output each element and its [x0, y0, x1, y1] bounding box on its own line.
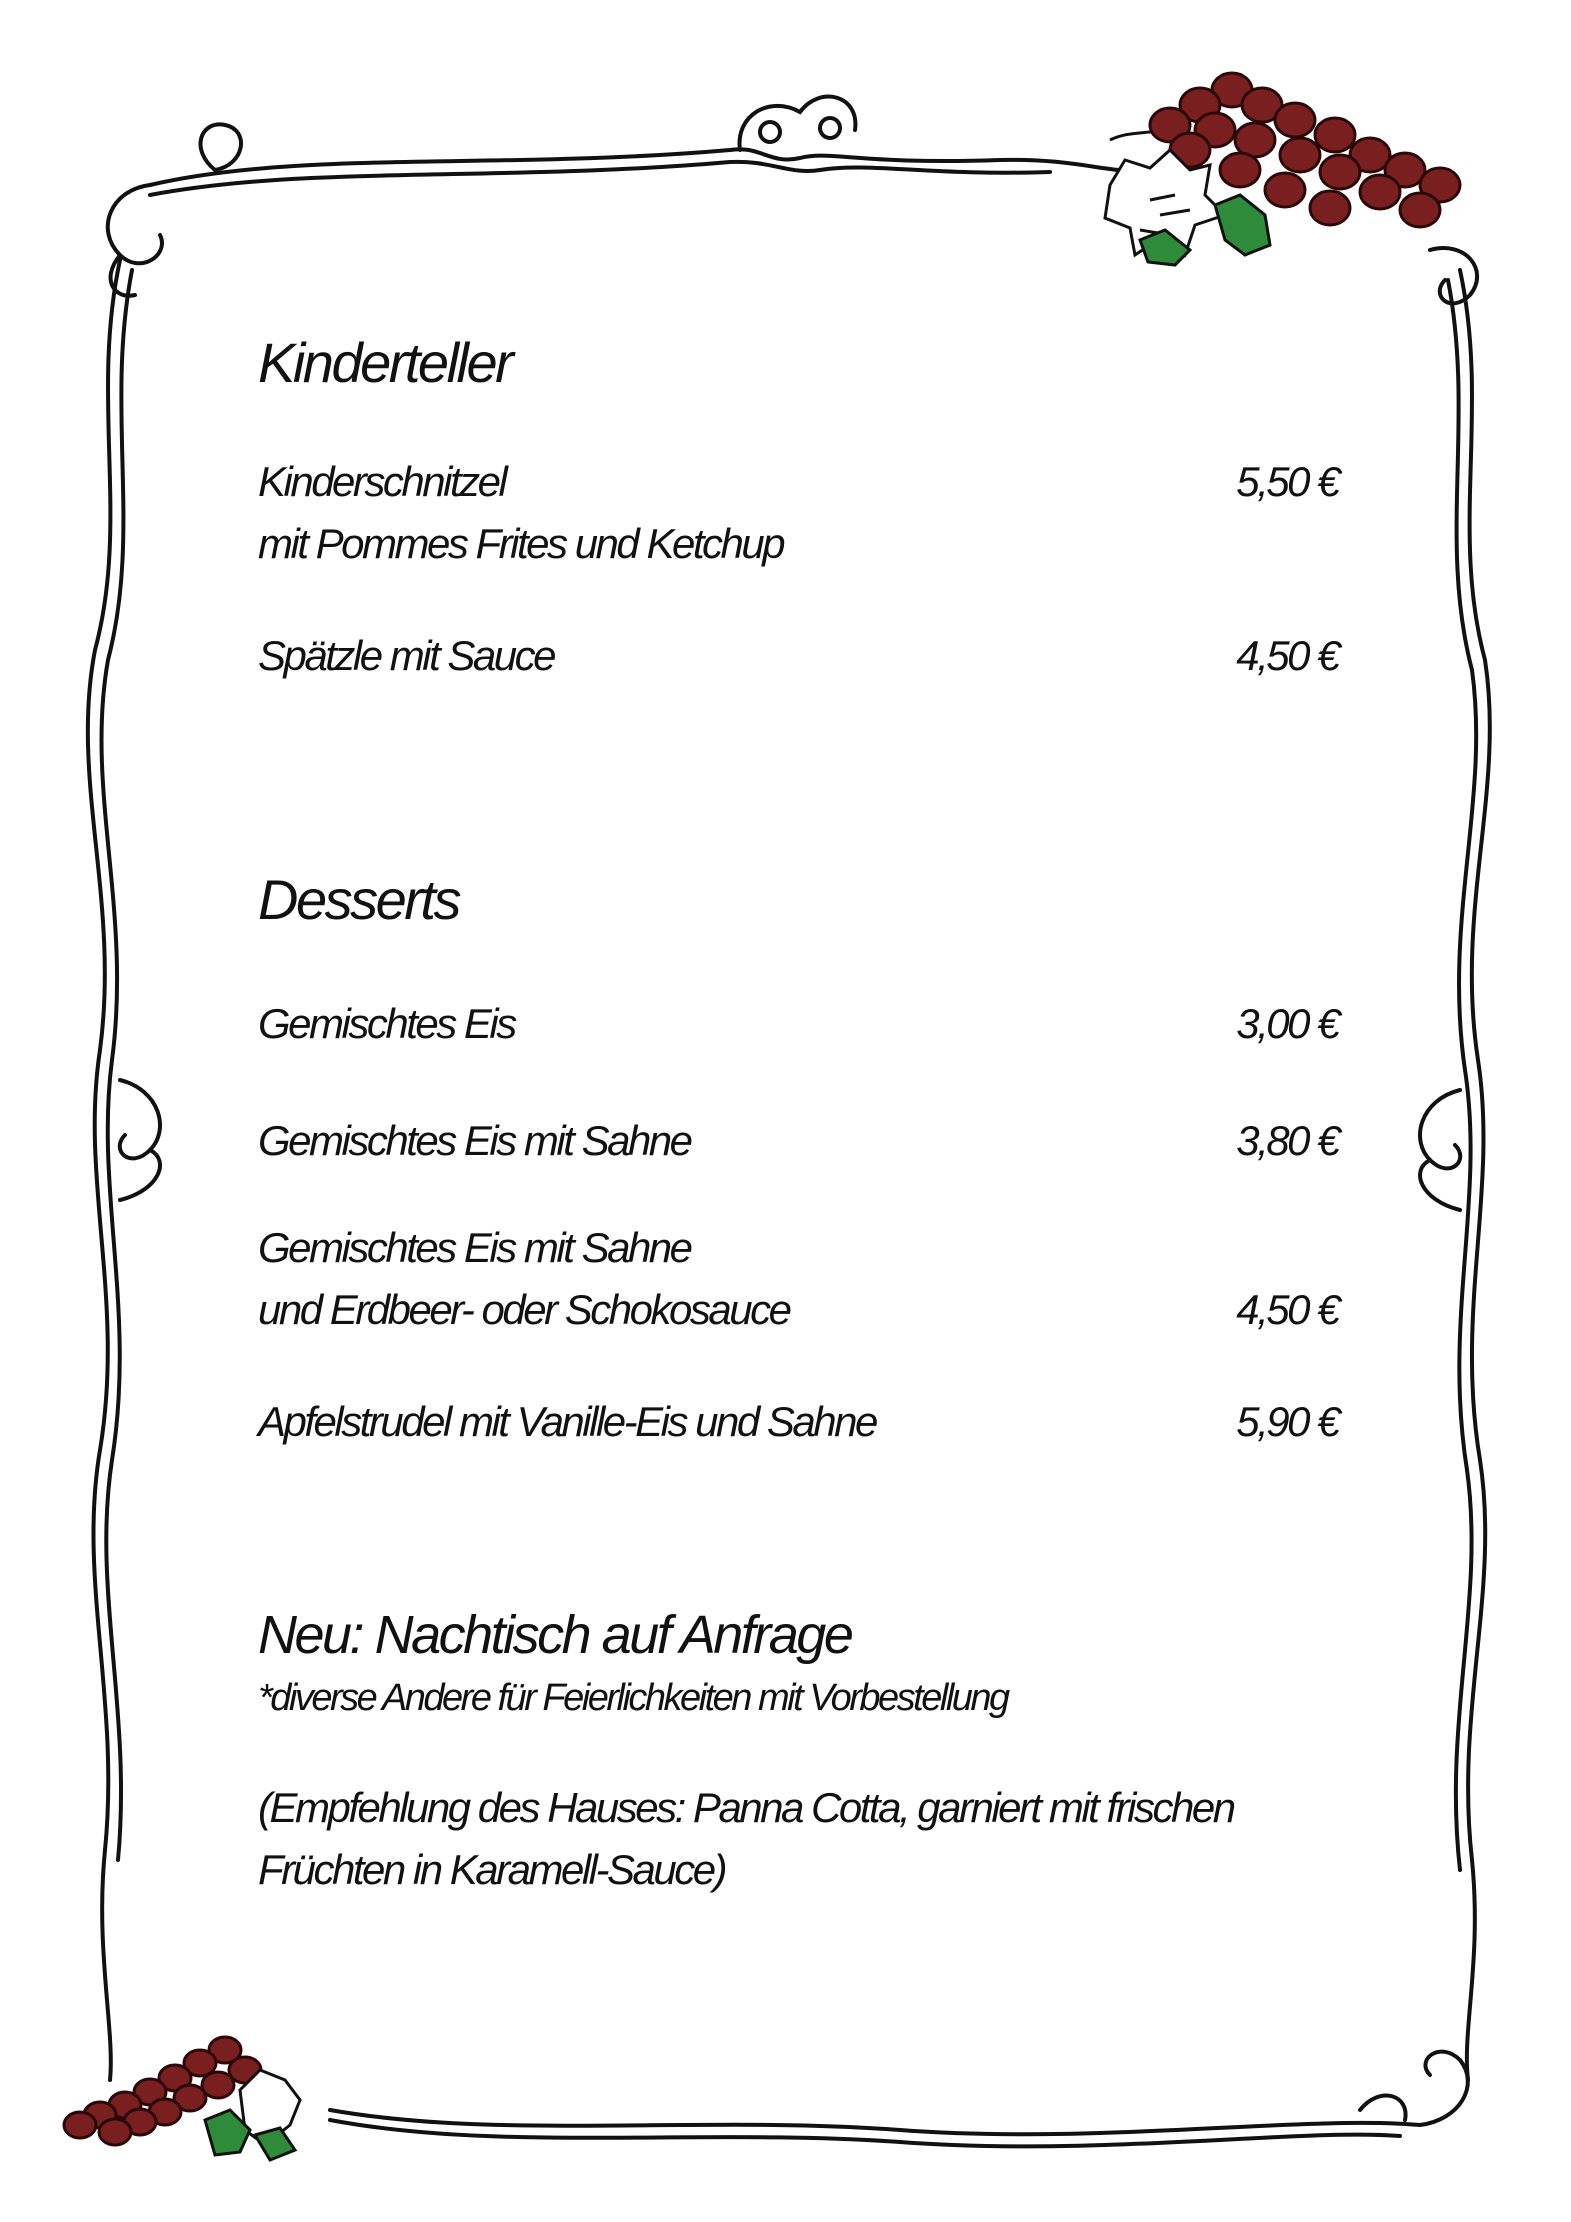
item-price: 3,00 €	[1236, 1000, 1338, 1047]
grape-cluster-top-icon	[1105, 73, 1460, 265]
menu-item	[258, 451, 1338, 575]
menu-item	[258, 1217, 1338, 1341]
item-name: Spätzle mit Sauce	[258, 632, 555, 679]
grape-cluster-bottom-icon	[64, 2037, 300, 2160]
item-price: 4,50 €	[1236, 632, 1338, 679]
item-name: Apfelstrudel mit Vanille-Eis und Sahne	[258, 1398, 876, 1445]
section-title-kinderteller: Kinderteller	[258, 331, 512, 394]
item-price: 4,50 €	[1236, 1286, 1338, 1333]
menu-content	[258, 331, 1338, 1901]
item-name: Gemischtes Eis mit Sahne	[258, 1117, 691, 1164]
item-description: und Erdbeer- oder Schokosauce	[258, 1286, 790, 1333]
item-name: Kinderschnitzel	[258, 458, 506, 505]
menu-item	[258, 625, 1338, 687]
item-name: Gemischtes Eis mit Sahne	[258, 1224, 691, 1271]
house-recommendation: (Empfehlung des Hauses: Panna Cotta, garniert mit frischen Früchten in Karamell-Sauce)	[258, 1784, 1234, 1893]
item-description: mit Pommes Frites und Ketchup	[258, 520, 784, 567]
item-price: 5,50 €	[1236, 458, 1338, 505]
menu-item	[258, 1391, 1338, 1453]
nachtisch-subtitle: *diverse Andere für Feierlichkeiten mit Vorbestellung	[258, 1677, 1008, 1719]
nachtisch-title: Neu: Nachtisch auf Anfrage	[258, 1605, 852, 1665]
menu-item	[258, 993, 1338, 1055]
item-name: Gemischtes Eis	[258, 1000, 515, 1047]
item-price: 5,90 €	[1236, 1398, 1338, 1445]
section-title-desserts: Desserts	[258, 868, 459, 931]
menu-item	[258, 1110, 1338, 1172]
item-price: 3,80 €	[1236, 1117, 1338, 1164]
